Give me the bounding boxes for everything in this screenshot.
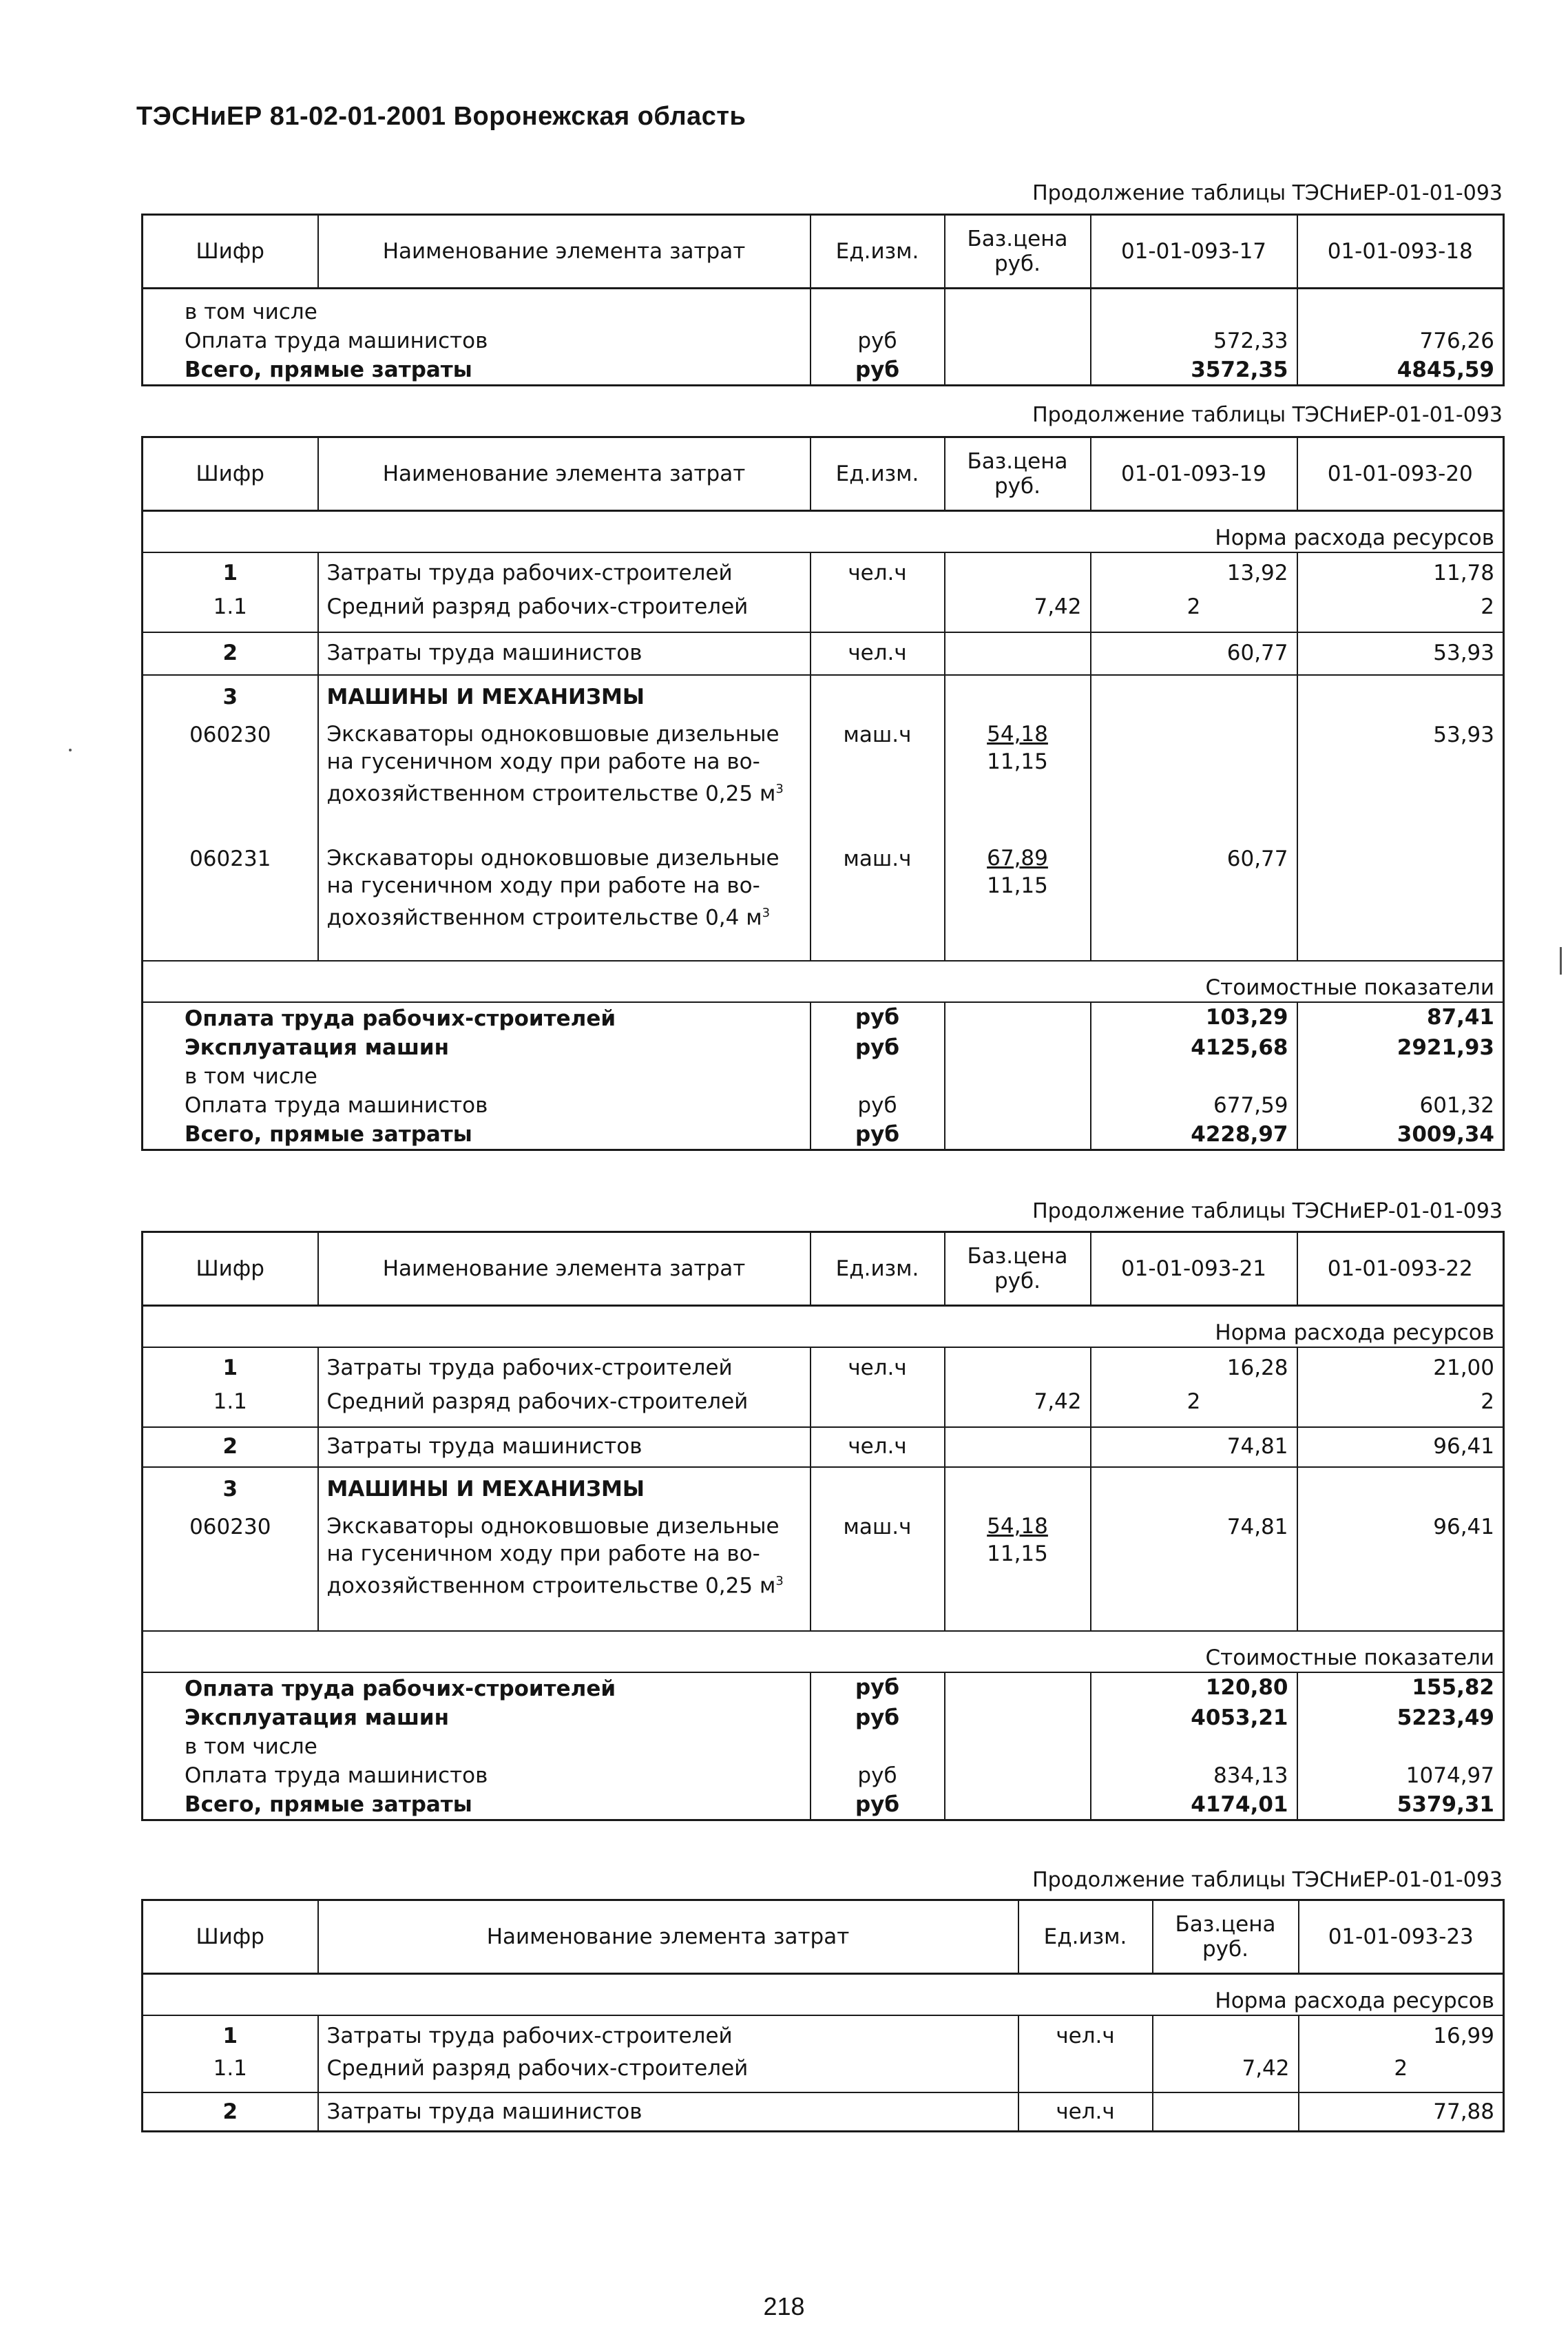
row-price: 54,18 11,15 bbox=[945, 718, 1091, 842]
row-unit bbox=[811, 289, 945, 327]
table-row bbox=[143, 552, 1504, 592]
row-value: 4053,21 bbox=[1091, 1703, 1297, 1732]
row-value: 87,41 bbox=[1297, 1002, 1504, 1033]
row-price: 67,89 11,15 bbox=[945, 842, 1091, 961]
row-value: 155,82 bbox=[1297, 1672, 1504, 1703]
table-row bbox=[143, 1672, 1504, 1703]
row-value: 60,77 bbox=[1091, 632, 1297, 675]
row-code: 2 bbox=[143, 2092, 318, 2131]
row-code: 3 bbox=[143, 1467, 318, 1510]
table-row bbox=[143, 718, 1504, 842]
table-row bbox=[143, 1732, 1504, 1761]
row-price: 7,42 bbox=[1153, 2054, 1299, 2092]
table-row bbox=[143, 289, 1504, 327]
table-row bbox=[143, 1703, 1504, 1732]
row-unit: чел.ч bbox=[811, 632, 945, 675]
section-norms-label: Норма расхода ресурсов bbox=[143, 511, 1504, 553]
row-name: Средний разряд рабочих-строителей bbox=[318, 2054, 1018, 2092]
row-unit: руб bbox=[811, 1703, 945, 1732]
header-unit: Ед.изм. bbox=[811, 437, 945, 511]
row-name: Эксплуатация машин bbox=[143, 1033, 811, 1062]
row-unit bbox=[811, 1387, 945, 1427]
row-code: 1 bbox=[143, 1347, 318, 1387]
table-header-row bbox=[143, 215, 1504, 289]
row-value: 677,59 bbox=[1091, 1091, 1297, 1120]
header-code: Шифр bbox=[143, 1232, 318, 1306]
header-name: Наименование элемента затрат bbox=[318, 215, 811, 289]
row-value: 16,99 bbox=[1299, 2015, 1504, 2054]
scan-speck bbox=[69, 749, 72, 751]
table-row bbox=[143, 355, 1504, 386]
row-unit: маш.ч bbox=[811, 1510, 945, 1631]
header-name: Наименование элемента затрат bbox=[318, 1232, 811, 1306]
row-unit: чел.ч bbox=[811, 1347, 945, 1387]
row-name: Экскаваторы одноковшовые дизельные на гусеничном ходу при работе на во- дохозяйственном строительстве 0,25 $м^3$ bbox=[318, 718, 811, 842]
row-code: 1 bbox=[143, 552, 318, 592]
header-unit: Ед.изм. bbox=[1018, 1900, 1153, 1974]
row-value: 2 bbox=[1297, 592, 1504, 632]
row-unit: руб bbox=[811, 1002, 945, 1033]
row-name: МАШИНЫ И МЕХАНИЗМЫ bbox=[318, 675, 811, 718]
row-code: 3 bbox=[143, 675, 318, 718]
table-row bbox=[143, 1062, 1504, 1091]
row-name: Всего, прямые затраты bbox=[143, 1790, 811, 1820]
row-unit: руб bbox=[811, 1091, 945, 1120]
row-value: 2 bbox=[1297, 1387, 1504, 1427]
row-name: Эксплуатация машин bbox=[143, 1703, 811, 1732]
row-value: 103,29 bbox=[1091, 1002, 1297, 1033]
header-code: Шифр bbox=[143, 1900, 318, 1974]
row-value: 2 bbox=[1091, 1387, 1297, 1427]
header-code: Шифр bbox=[143, 215, 318, 289]
document-title: ТЭСНиЕР 81-02-01-2001 Воронежская область bbox=[136, 102, 746, 131]
row-value: 74,81 bbox=[1091, 1427, 1297, 1467]
row-name: Оплата труда машинистов bbox=[143, 1091, 811, 1120]
header-name: Наименование элемента затрат bbox=[318, 437, 811, 511]
row-name: Оплата труда рабочих-строителей bbox=[143, 1002, 811, 1033]
row-value: 53,93 bbox=[1297, 718, 1504, 842]
table-header-row bbox=[143, 1232, 1504, 1306]
table-row bbox=[143, 842, 1504, 961]
row-value: 4228,97 bbox=[1091, 1120, 1297, 1150]
resource-table-3 bbox=[141, 1231, 1505, 1821]
row-value: 776,26 bbox=[1297, 326, 1504, 355]
table-header-row bbox=[143, 437, 1504, 511]
row-value: 2 bbox=[1299, 2054, 1504, 2092]
header-col-2: 01-01-093-18 bbox=[1297, 215, 1504, 289]
table-row bbox=[143, 2092, 1504, 2131]
row-value: 5379,31 bbox=[1297, 1790, 1504, 1820]
row-name: Затраты труда рабочих-строителей bbox=[318, 2015, 1018, 2054]
row-value bbox=[1297, 289, 1504, 327]
row-name: в том числе bbox=[143, 1732, 811, 1761]
section-norms-label: Норма расхода ресурсов bbox=[143, 1306, 1504, 1348]
table-row bbox=[143, 326, 1504, 355]
row-code: 1.1 bbox=[143, 2054, 318, 2092]
row-value: 21,00 bbox=[1297, 1347, 1504, 1387]
header-name: Наименование элемента затрат bbox=[318, 1900, 1018, 1974]
row-price bbox=[945, 1347, 1091, 1387]
row-unit: чел.ч bbox=[811, 552, 945, 592]
row-value: 2921,93 bbox=[1297, 1033, 1504, 1062]
section-costs-label: Стоимостные показатели bbox=[143, 1631, 1504, 1672]
row-value: 53,93 bbox=[1297, 632, 1504, 675]
row-value: 74,81 bbox=[1091, 1510, 1297, 1631]
row-name: Средний разряд рабочих-строителей bbox=[318, 592, 811, 632]
row-unit: руб bbox=[811, 326, 945, 355]
page-number: 218 bbox=[763, 2292, 805, 2320]
row-value: 1074,97 bbox=[1297, 1761, 1504, 1790]
row-name: МАШИНЫ И МЕХАНИЗМЫ bbox=[318, 1467, 811, 1510]
row-code: 2 bbox=[143, 632, 318, 675]
section-row bbox=[143, 1631, 1504, 1672]
row-unit: маш.ч bbox=[811, 842, 945, 961]
table-row bbox=[143, 2054, 1504, 2092]
scan-mark bbox=[1560, 947, 1562, 975]
section-row bbox=[143, 961, 1504, 1002]
row-name: Затраты труда машинистов bbox=[318, 1427, 811, 1467]
header-col-1: 01-01-093-23 bbox=[1299, 1900, 1504, 1974]
row-name: Экскаваторы одноковшовые дизельные на гусеничном ходу при работе на во- дохозяйственном строительстве 0,25 $м^3$ bbox=[318, 1510, 811, 1631]
row-value: 96,41 bbox=[1297, 1510, 1504, 1631]
resource-table-2 bbox=[141, 436, 1505, 1151]
table-row bbox=[143, 1761, 1504, 1790]
table-row bbox=[143, 1387, 1504, 1427]
row-value: 120,80 bbox=[1091, 1672, 1297, 1703]
row-unit bbox=[1018, 2054, 1153, 2092]
header-price: Баз.цена руб. bbox=[1153, 1900, 1299, 1974]
row-value: 96,41 bbox=[1297, 1427, 1504, 1467]
table-row bbox=[143, 675, 1504, 718]
header-col-2: 01-01-093-20 bbox=[1297, 437, 1504, 511]
row-value: 834,13 bbox=[1091, 1761, 1297, 1790]
row-unit: руб bbox=[811, 1033, 945, 1062]
table-row bbox=[143, 1510, 1504, 1631]
table-header-row bbox=[143, 1900, 1504, 1974]
row-name: Экскаваторы одноковшовые дизельные на гусеничном ходу при работе на во- дохозяйственном строительстве 0,4 $м^3$ bbox=[318, 842, 811, 961]
row-price bbox=[1153, 2092, 1299, 2131]
row-name: Затраты труда машинистов bbox=[318, 2092, 1018, 2131]
section-costs-label: Стоимостные показатели bbox=[143, 961, 1504, 1002]
row-value: 4125,68 bbox=[1091, 1033, 1297, 1062]
row-name: Затраты труда рабочих-строителей bbox=[318, 552, 811, 592]
row-price: 54,18 11,15 bbox=[945, 1510, 1091, 1631]
continuation-label: Продолжение таблицы ТЭСНиЕР-01-01-093 bbox=[1032, 1199, 1503, 1223]
row-value: 4174,01 bbox=[1091, 1790, 1297, 1820]
table-row bbox=[143, 1427, 1504, 1467]
row-name: Средний разряд рабочих-строителей bbox=[318, 1387, 811, 1427]
row-code: 1 bbox=[143, 2015, 318, 2054]
row-name: Оплата труда рабочих-строителей bbox=[143, 1672, 811, 1703]
row-name: в том числе bbox=[143, 289, 811, 327]
row-value: 60,77 bbox=[1091, 842, 1297, 961]
table-row bbox=[143, 632, 1504, 675]
continuation-label: Продолжение таблицы ТЭСНиЕР-01-01-093 bbox=[1032, 403, 1503, 427]
row-value: 4845,59 bbox=[1297, 355, 1504, 386]
header-price: Баз.цена руб. bbox=[945, 437, 1091, 511]
header-unit: Ед.изм. bbox=[811, 1232, 945, 1306]
row-unit bbox=[811, 592, 945, 632]
row-value: 5223,49 bbox=[1297, 1703, 1504, 1732]
section-row bbox=[143, 1974, 1504, 2016]
table-row bbox=[143, 1120, 1504, 1150]
table-row bbox=[143, 592, 1504, 632]
resource-table-1 bbox=[141, 214, 1505, 386]
row-code: 1.1 bbox=[143, 592, 318, 632]
row-name: Затраты труда машинистов bbox=[318, 632, 811, 675]
row-code: 060231 bbox=[143, 842, 318, 961]
continuation-label: Продолжение таблицы ТЭСНиЕР-01-01-093 bbox=[1032, 1868, 1503, 1892]
row-value: 11,78 bbox=[1297, 552, 1504, 592]
row-name: Всего, прямые затраты bbox=[143, 1120, 811, 1150]
row-price: 7,42 bbox=[945, 592, 1091, 632]
row-unit: руб bbox=[811, 1120, 945, 1150]
section-row bbox=[143, 1306, 1504, 1348]
row-value bbox=[1297, 842, 1504, 961]
row-name: Всего, прямые затраты bbox=[143, 355, 811, 386]
row-code: 060230 bbox=[143, 718, 318, 842]
row-price bbox=[945, 552, 1091, 592]
row-unit: руб bbox=[811, 355, 945, 386]
section-norms-label: Норма расхода ресурсов bbox=[143, 1974, 1504, 2016]
row-unit: руб bbox=[811, 1790, 945, 1820]
header-price: Баз.цена руб. bbox=[945, 215, 1091, 289]
table-row bbox=[143, 1033, 1504, 1062]
row-code: 2 bbox=[143, 1427, 318, 1467]
row-unit: чел.ч bbox=[1018, 2092, 1153, 2131]
row-value: 601,32 bbox=[1297, 1091, 1504, 1120]
row-price bbox=[945, 632, 1091, 675]
row-value: 16,28 bbox=[1091, 1347, 1297, 1387]
row-price bbox=[945, 1427, 1091, 1467]
section-row bbox=[143, 511, 1504, 553]
row-value bbox=[1091, 718, 1297, 842]
row-value bbox=[1091, 289, 1297, 327]
row-unit: маш.ч bbox=[811, 718, 945, 842]
row-price: 7,42 bbox=[945, 1387, 1091, 1427]
continuation-label: Продолжение таблицы ТЭСНиЕР-01-01-093 bbox=[1032, 181, 1503, 205]
row-value: 3572,35 bbox=[1091, 355, 1297, 386]
row-value: 3009,34 bbox=[1297, 1120, 1504, 1150]
header-price: Баз.цена руб. bbox=[945, 1232, 1091, 1306]
row-name: Затраты труда рабочих-строителей bbox=[318, 1347, 811, 1387]
header-col-2: 01-01-093-22 bbox=[1297, 1232, 1504, 1306]
row-unit: руб bbox=[811, 1672, 945, 1703]
table-row bbox=[143, 1091, 1504, 1120]
row-value: 13,92 bbox=[1091, 552, 1297, 592]
header-code: Шифр bbox=[143, 437, 318, 511]
table-row bbox=[143, 2015, 1504, 2054]
header-col-1: 01-01-093-17 bbox=[1091, 215, 1297, 289]
header-col-1: 01-01-093-21 bbox=[1091, 1232, 1297, 1306]
resource-table-4 bbox=[141, 1899, 1505, 2132]
row-value: 77,88 bbox=[1299, 2092, 1504, 2131]
row-value: 2 bbox=[1091, 592, 1297, 632]
table-row bbox=[143, 1467, 1504, 1510]
row-price bbox=[1153, 2015, 1299, 2054]
row-name: Оплата труда машинистов bbox=[143, 326, 811, 355]
row-name: Оплата труда машинистов bbox=[143, 1761, 811, 1790]
row-value: 572,33 bbox=[1091, 326, 1297, 355]
row-code: 1.1 bbox=[143, 1387, 318, 1427]
row-unit: руб bbox=[811, 1761, 945, 1790]
header-col-1: 01-01-093-19 bbox=[1091, 437, 1297, 511]
row-unit: чел.ч bbox=[1018, 2015, 1153, 2054]
table-row bbox=[143, 1790, 1504, 1820]
header-unit: Ед.изм. bbox=[811, 215, 945, 289]
row-unit: чел.ч bbox=[811, 1427, 945, 1467]
table-row bbox=[143, 1347, 1504, 1387]
table-row bbox=[143, 1002, 1504, 1033]
row-code: 060230 bbox=[143, 1510, 318, 1631]
row-name: в том числе bbox=[143, 1062, 811, 1091]
